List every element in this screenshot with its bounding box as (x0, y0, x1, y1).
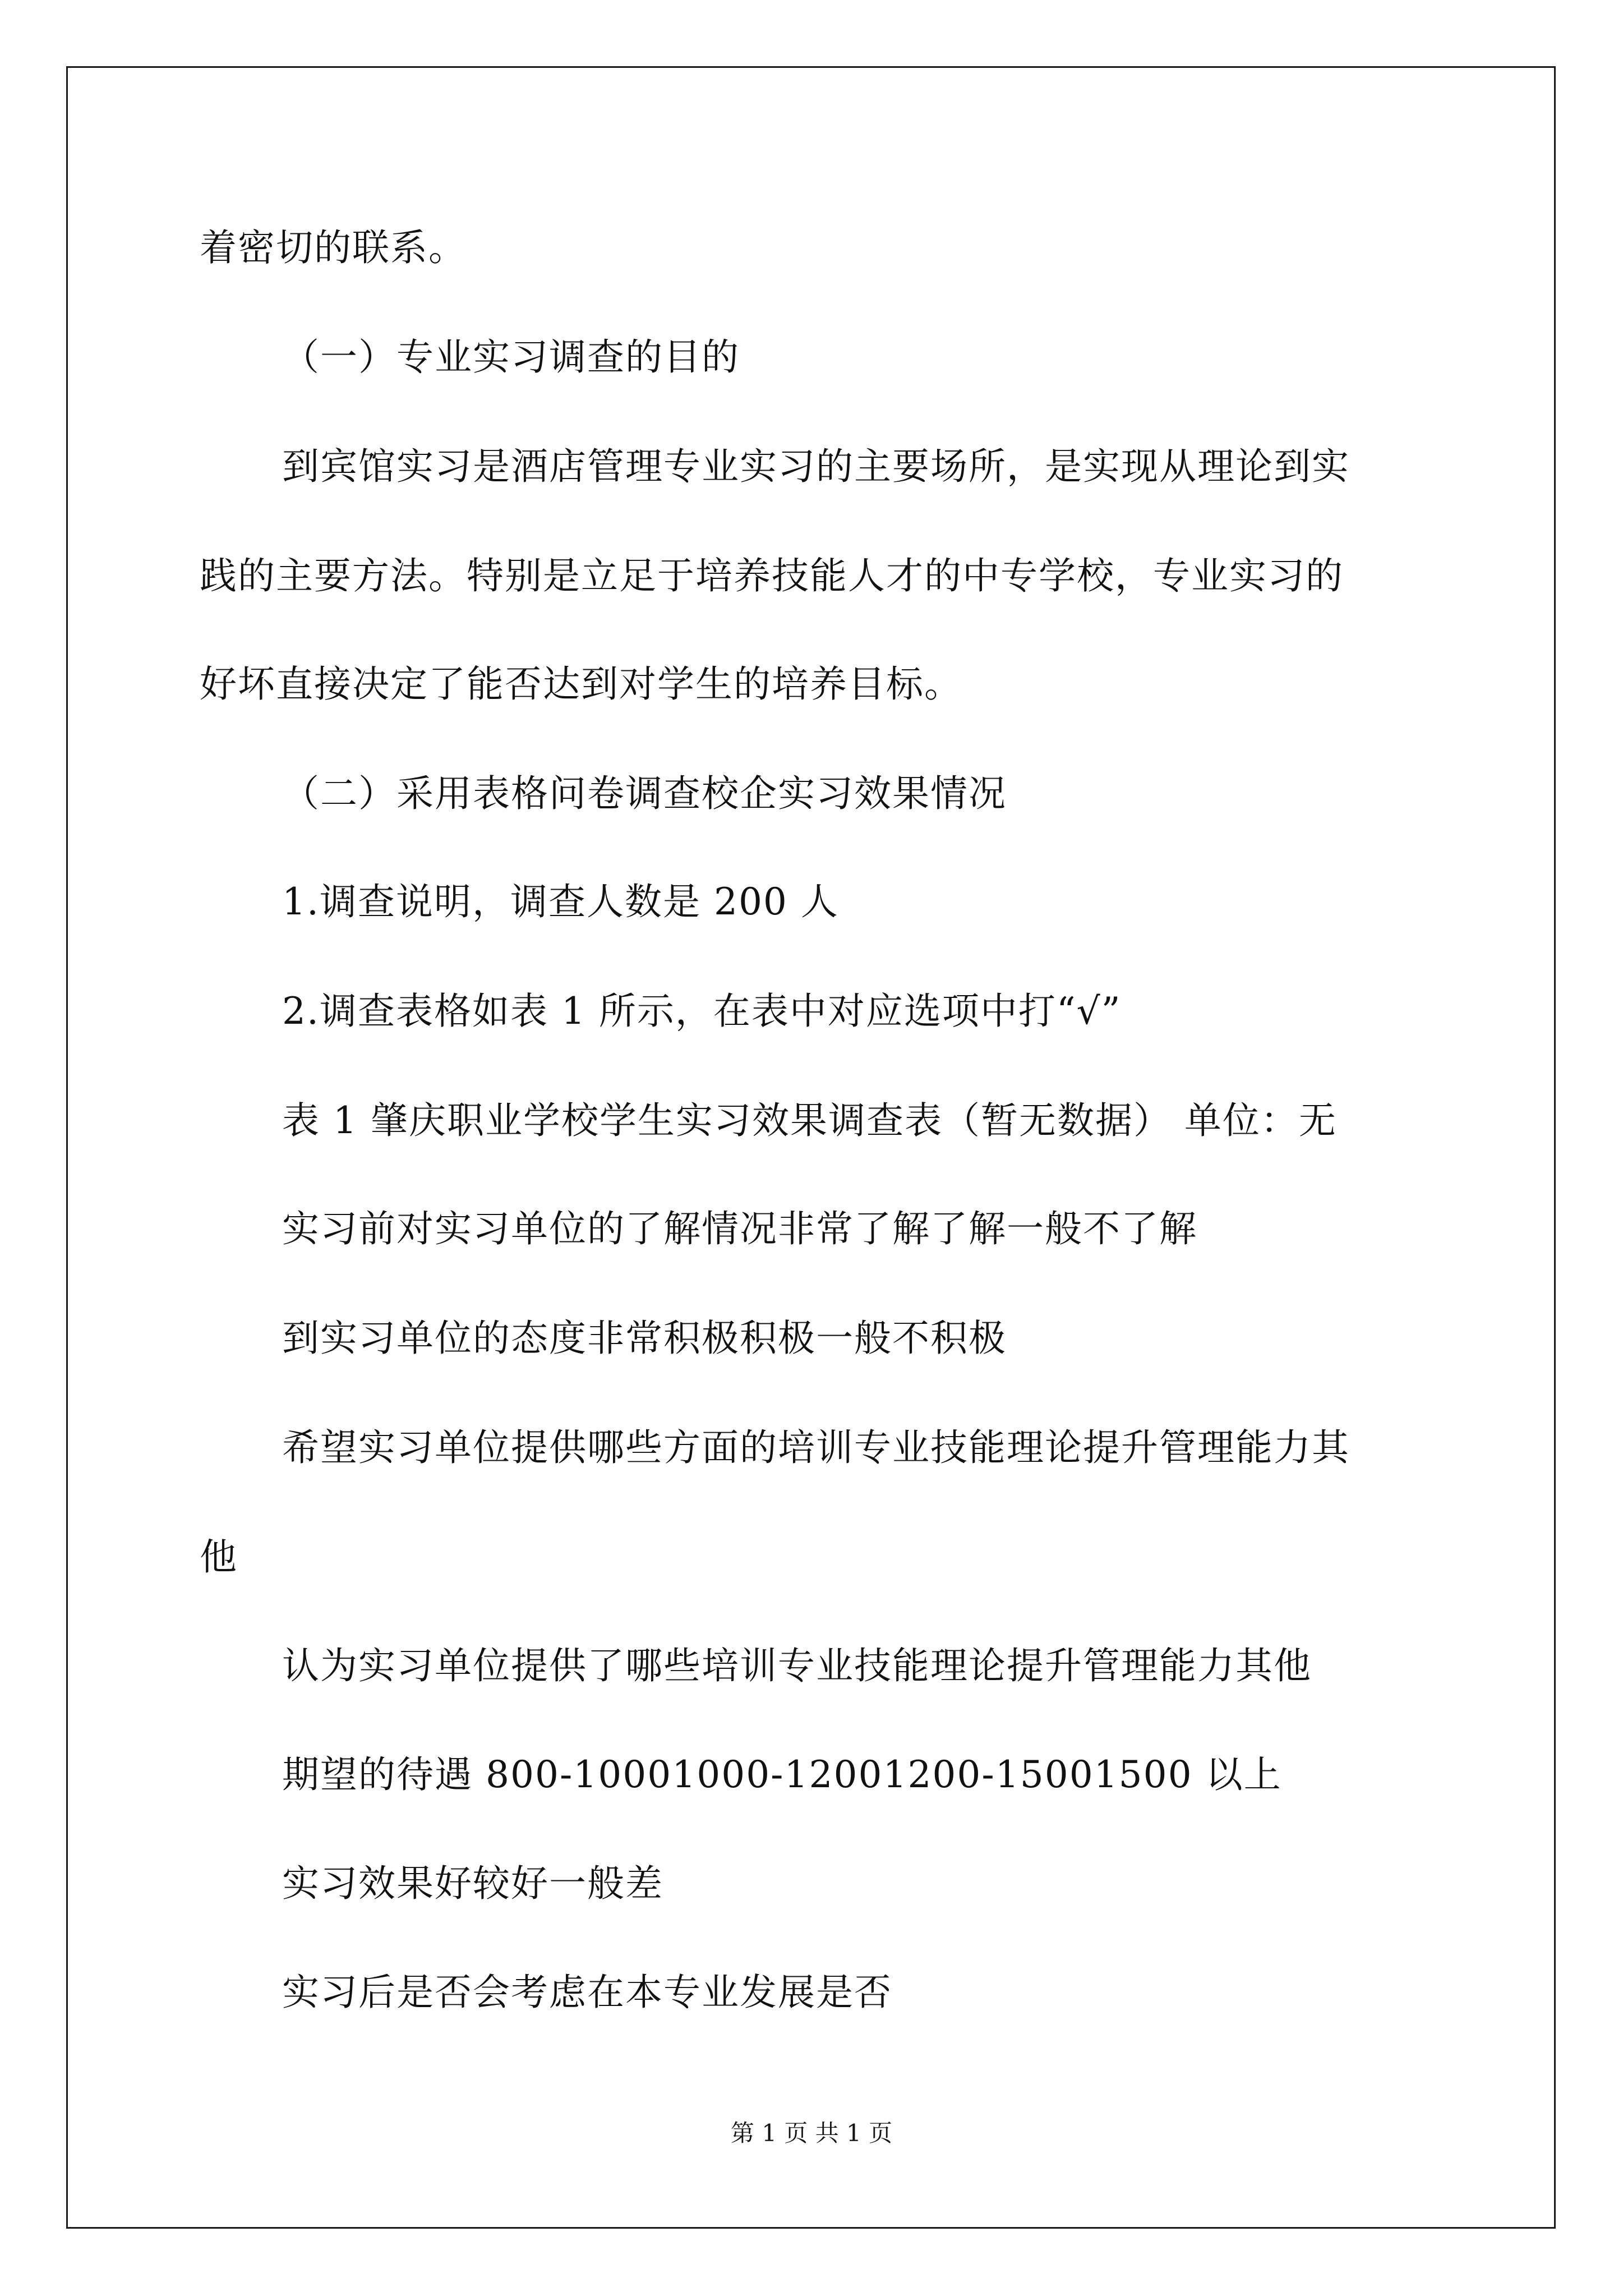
survey-item: 期望的待遇 800-10001000-12001200-15001500 以上 (282, 1753, 1282, 1796)
survey-item: 实习效果好较好一般差 (282, 1862, 663, 1905)
section-heading-2: （二）采用表格问卷调查校企实习效果情况 (282, 772, 1007, 815)
paragraph-line: 到宾馆实习是酒店管理专业实习的主要场所，是实现从理论到实 (282, 445, 1350, 488)
survey-item: 认为实习单位提供了哪些培训专业技能理论提升管理能力其他 (282, 1644, 1312, 1687)
survey-item-continuation: 他 (200, 1535, 238, 1579)
text-line-continuation: 着密切的联系。 (200, 226, 467, 269)
page-number-footer: 第 1 页 共 1 页 (730, 2119, 893, 2147)
paragraph-line: 好坏直接决定了能否达到对学生的培养目标。 (200, 662, 962, 706)
survey-item: 实习前对实习单位的了解情况非常了解了解一般不了解 (282, 1207, 1197, 1250)
list-item: 2.调查表格如表 1 所示，在表中对应选项中打“√” (282, 990, 1122, 1033)
section-heading-1: （一）专业实习调查的目的 (282, 335, 740, 379)
list-item: 1.调查说明，调查人数是 200 人 (282, 880, 839, 923)
table-caption: 表 1 肇庆职业学校学生实习效果调查表（暂无数据） 单位：无 (282, 1099, 1337, 1142)
paragraph-line: 践的主要方法。特别是立足于培养技能人才的中专学校，专业实习的 (200, 554, 1344, 597)
survey-item: 希望实习单位提供哪些方面的培训专业技能理论提升管理能力其 (282, 1426, 1350, 1469)
survey-item: 到实习单位的态度非常积极积极一般不积极 (282, 1317, 1007, 1360)
survey-item: 实习后是否会考虑在本专业发展是否 (282, 1971, 892, 2014)
